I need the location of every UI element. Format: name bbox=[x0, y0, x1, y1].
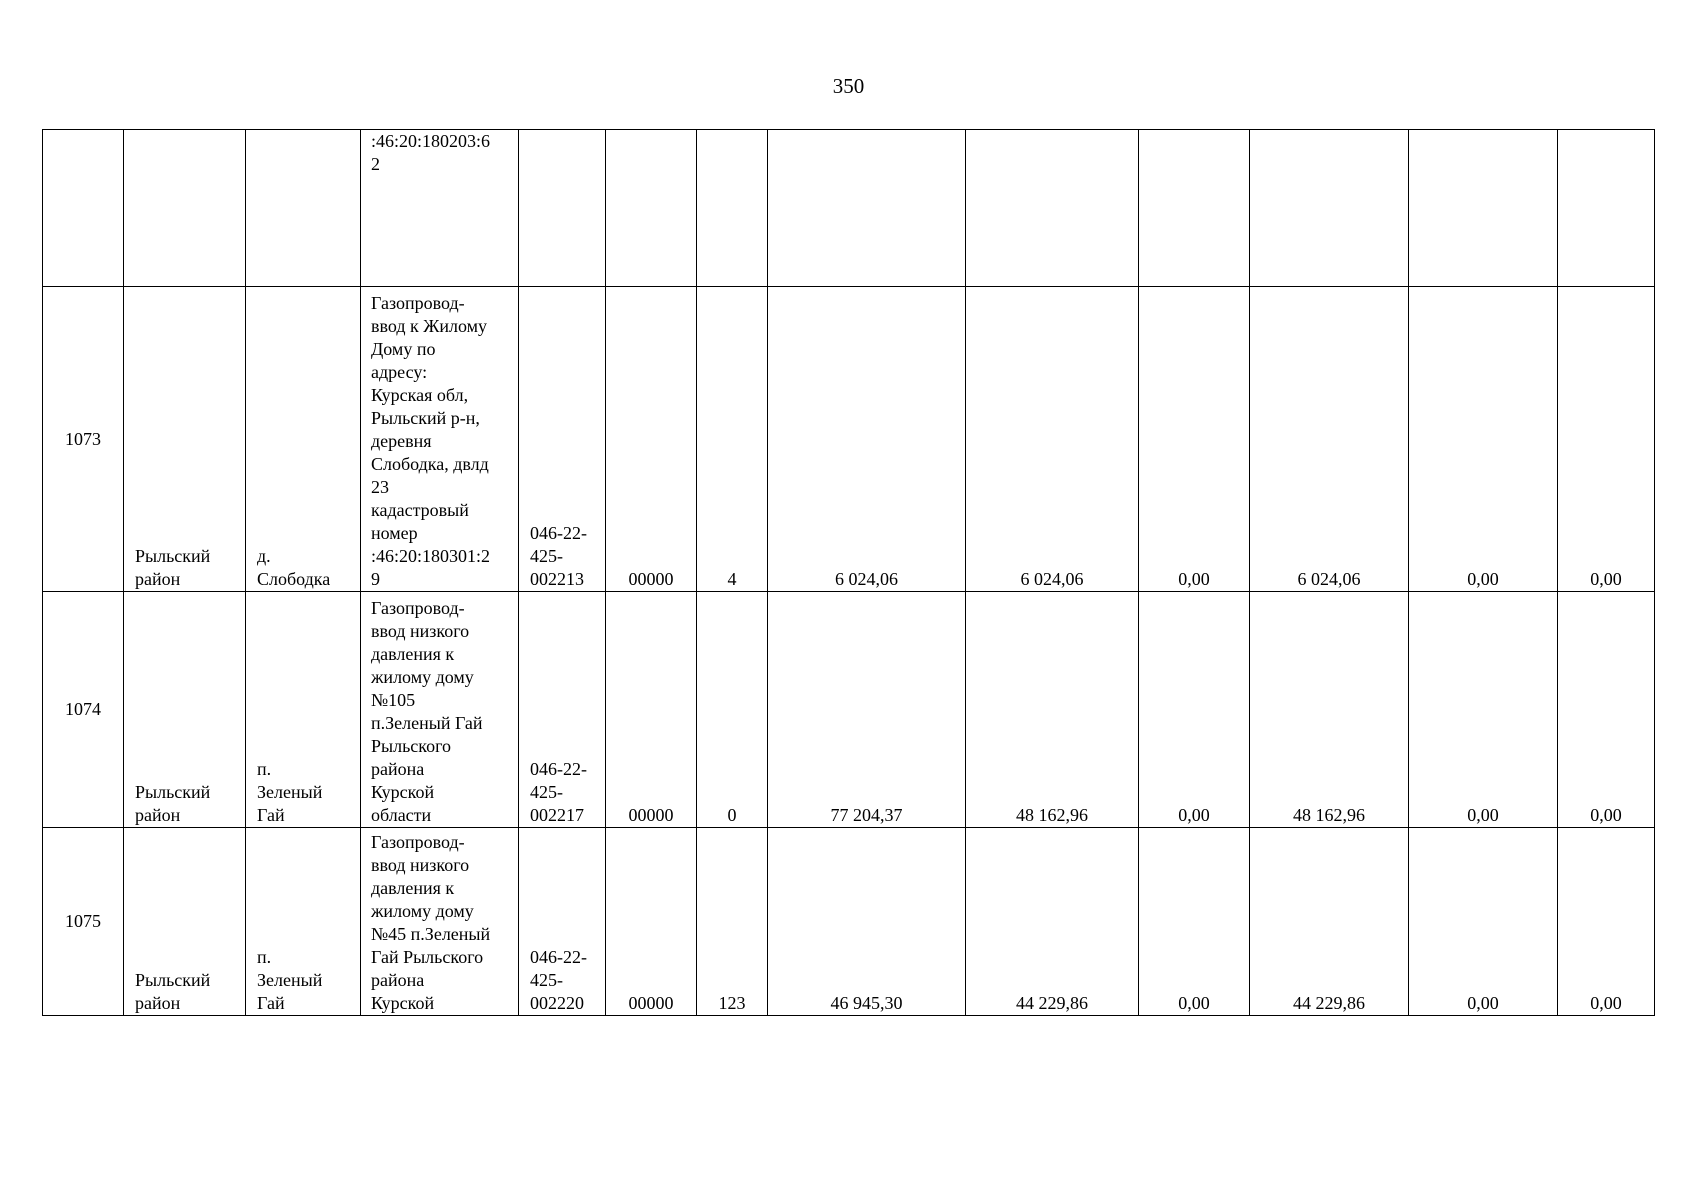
cell-value-5: 0,00 bbox=[1409, 828, 1558, 1016]
cell-number: 1073 bbox=[43, 287, 124, 592]
cell-value-4: 44 229,86 bbox=[1250, 828, 1409, 1016]
cell-object-name: Газопровод- ввод низкого давления к жилому дому №105 п.Зеленый Гай Рыльского района Курской области bbox=[361, 592, 519, 828]
cell-district bbox=[124, 130, 246, 287]
table-row bbox=[43, 592, 1655, 828]
cell-value-2: 44 229,86 bbox=[966, 828, 1139, 1016]
cell-district: Рыльский район bbox=[124, 828, 246, 1016]
cell-value-1: 6 024,06 bbox=[768, 287, 966, 592]
table-row bbox=[43, 828, 1655, 1016]
cell-value-3: 0,00 bbox=[1139, 828, 1250, 1016]
cell-code-2: 00000 bbox=[606, 287, 697, 592]
cell-value-1 bbox=[768, 130, 966, 287]
cell-value-5: 0,00 bbox=[1409, 592, 1558, 828]
cell-value-2 bbox=[966, 130, 1139, 287]
registry-table bbox=[42, 129, 1655, 1016]
cell-value-5: 0,00 bbox=[1409, 287, 1558, 592]
cell-settlement: п. Зеленый Гай bbox=[246, 828, 361, 1016]
cell-value-3: 0,00 bbox=[1139, 592, 1250, 828]
cell-number bbox=[43, 130, 124, 287]
cell-value-4: 6 024,06 bbox=[1250, 287, 1409, 592]
cell-inventory-code: 046-22- 425- 002217 bbox=[519, 592, 606, 828]
cell-value-1: 77 204,37 bbox=[768, 592, 966, 828]
cell-settlement bbox=[246, 130, 361, 287]
cell-district: Рыльский район bbox=[124, 287, 246, 592]
cell-object-name: Газопровод- ввод к Жилому Дому по адресу: Курская обл, Рыльский р-н, деревня Слободка, двлд 23 кадастровый номер :46:20:180301:2 9 bbox=[361, 287, 519, 592]
cell-object-name: Газопровод- ввод низкого давления к жилому дому №45 п.Зеленый Гай Рыльского района Курской bbox=[361, 828, 519, 1016]
cell-district: Рыльский район bbox=[124, 592, 246, 828]
cell-value-3 bbox=[1139, 130, 1250, 287]
cell-code-2: 00000 bbox=[606, 828, 697, 1016]
cell-inventory-code: 046-22- 425- 002213 bbox=[519, 287, 606, 592]
cell-value-5 bbox=[1409, 130, 1558, 287]
cell-code-3: 123 bbox=[697, 828, 768, 1016]
cell-value-6: 0,00 bbox=[1558, 592, 1655, 828]
cell-code-2 bbox=[606, 130, 697, 287]
cell-value-6 bbox=[1558, 130, 1655, 287]
cell-value-3: 0,00 bbox=[1139, 287, 1250, 592]
cell-value-6: 0,00 bbox=[1558, 287, 1655, 592]
table-row bbox=[43, 130, 1655, 287]
cell-code-3: 4 bbox=[697, 287, 768, 592]
cell-inventory-code bbox=[519, 130, 606, 287]
cell-object-name: :46:20:180203:6 2 bbox=[361, 130, 519, 287]
cell-value-4 bbox=[1250, 130, 1409, 287]
cell-code-3 bbox=[697, 130, 768, 287]
cell-code-2: 00000 bbox=[606, 592, 697, 828]
table-row bbox=[43, 287, 1655, 592]
cell-number: 1075 bbox=[43, 828, 124, 1016]
cell-number: 1074 bbox=[43, 592, 124, 828]
cell-settlement: д. Слободка bbox=[246, 287, 361, 592]
page-number: 350 bbox=[832, 74, 865, 98]
cell-value-4: 48 162,96 bbox=[1250, 592, 1409, 828]
cell-value-6: 0,00 bbox=[1558, 828, 1655, 1016]
cell-value-2: 48 162,96 bbox=[966, 592, 1139, 828]
cell-code-3: 0 bbox=[697, 592, 768, 828]
cell-inventory-code: 046-22- 425- 002220 bbox=[519, 828, 606, 1016]
cell-settlement: п. Зеленый Гай bbox=[246, 592, 361, 828]
cell-value-1: 46 945,30 bbox=[768, 828, 966, 1016]
cell-value-2: 6 024,06 bbox=[966, 287, 1139, 592]
